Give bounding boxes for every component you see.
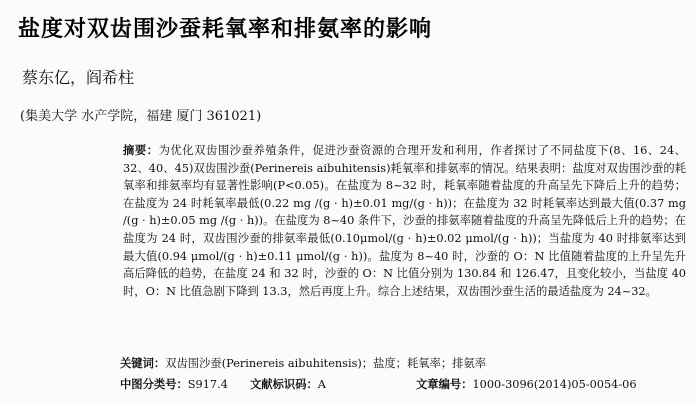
abstract-label: 摘要：	[123, 144, 159, 157]
document-code	[250, 376, 326, 392]
keywords-label: 关键词：	[120, 357, 166, 370]
authors: 蔡东亿，阎希柱	[22, 68, 135, 87]
article-no-label: 文章编号：	[416, 378, 473, 391]
clc-label: 中图分类号：	[120, 378, 188, 391]
abstract-text: 为优化双齿围沙蚕养殖条件，促进沙蚕资源的合理开发和利用，作者探讨了不同盐度下(8、16、24、32、40、45)双齿围沙蚕(Perinereis aibuhitensis)耗氧率和排氨率的情况。结果表明：盐度对双齿围沙蚕的耗氧率和排氨率均有显著性影响(P<0.05)。在盐度为 8~32 时，耗氧率随着盐度的升高呈先下降后上升的趋势；在盐度为 24 时耗氧率最低(0.22 mg /(g · h)±0.01 mg/(g · h))；在盐度为 32 时耗氧率达到最大值(0.37 mg /(g · h)±0.05 mg /(g · h))。在盐度为 8~40 条件下，沙蚕的排氨率随着盐度的升高呈先降低后上升的趋势；在盐度为 24 时，双齿围沙蚕的排氨率最低(0.10μmol/(g · h)±0.02 μmol/(g · h))；当盐度为 40 时排氨率达到最大值(0.94 μmol/(g · h)±0.11 μmol/(g · h))。盐度为 8~40 时，沙蚕的 O：N 比值随着盐度的上升呈先升高后降低的趋势，在盐度 24 和 32 时，沙蚕的 O：N 比值分别为 130.84 和 126.47，且变化较小，当盐度 40 时，O：N 比值急剧下降到 13.3，然后再度上升。综合上述结果，双齿围沙蚕生活的最适盐度为 24~32。	[123, 144, 686, 298]
doc-code-value: A	[317, 378, 326, 391]
abstract	[123, 142, 686, 300]
article-no-value: 1000-3096(2014)05-0054-06	[472, 378, 637, 391]
keywords	[120, 355, 686, 371]
affiliation: (集美大学 水产学院，福建 厦门 361021)	[20, 109, 262, 124]
clc-number	[120, 376, 228, 392]
article-number	[416, 376, 637, 392]
keywords-text: 双齿围沙蚕(Perinereis aibuhitensis)；盐度；耗氧率；排氨率	[165, 357, 487, 370]
paper-title: 盐度对双齿围沙蚕耗氧率和排氨率的影响	[18, 17, 433, 42]
doc-code-label: 文献标识码：	[250, 378, 318, 391]
clc-value: S917.4	[187, 378, 228, 391]
